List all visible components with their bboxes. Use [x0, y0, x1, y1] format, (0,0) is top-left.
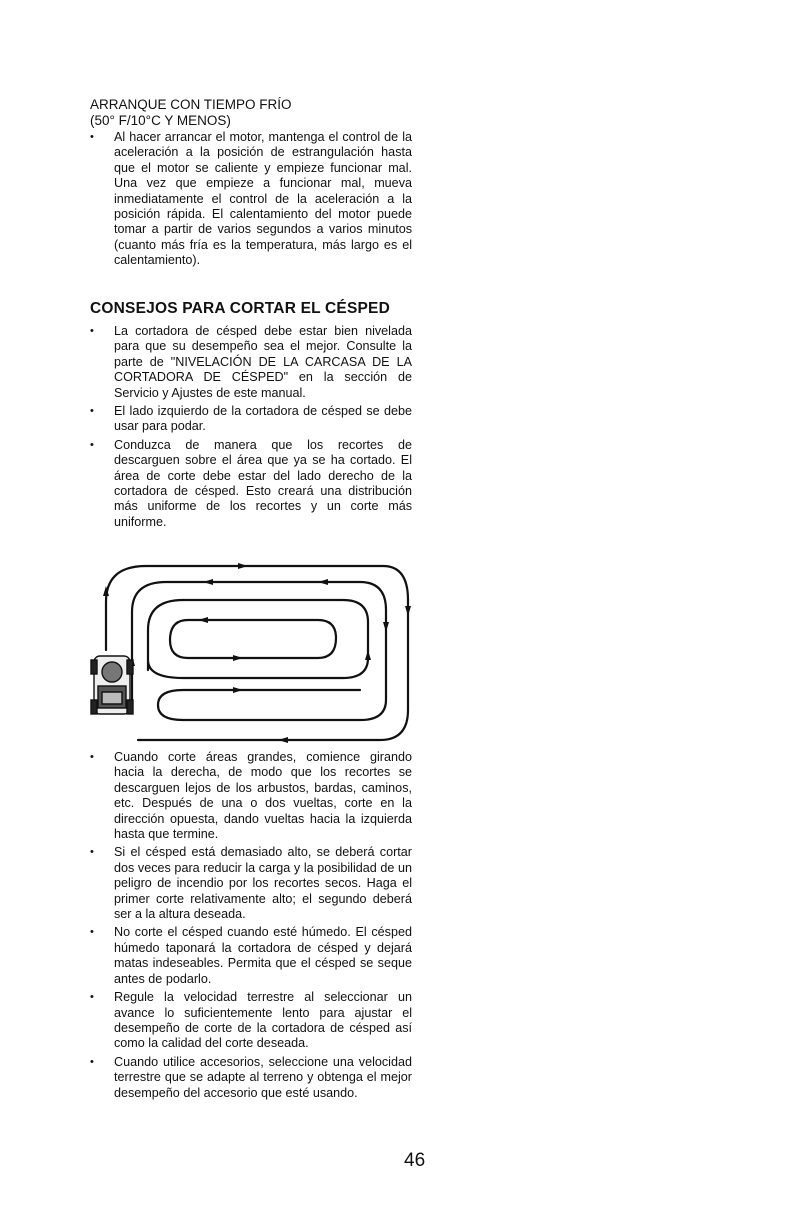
list-item [90, 130, 412, 269]
arrow-left-icon [278, 737, 288, 743]
list-item-text: Al hacer arrancar el motor, mantenga el control de la aceleración a la posición de estrangulación hasta que el motor se caliente y empieze funcionar mal. Una vez que empieze a funcionar mal, mueva inmediatamente el control de la aceleración a la posición rápida. El calentamiento del motor puede tomar a partir de varios segundos a varios minutos (cuanto más fría es la temperatura, más largo es el calentamiento). [114, 130, 412, 268]
section-heading: CONSEJOS PARA CORTAR EL CÉSPED [90, 300, 390, 317]
arrow-down-icon [405, 606, 411, 616]
list-item-text: Si el césped está demasiado alto, se deberá cortar dos veces para reducir la carga y la posibilidad de un peligro de incendio por los recortes secos. Haga el primer corte relativamente alto; el segundo deberá ser a la altura deseada. [114, 845, 412, 922]
list-item-text: La cortadora de césped debe estar bien nivelada para que su desempeño sea el mejor. Consulte la parte de "NIVELACIÓN DE LA CARCASA DE LA CORTADORA DE CÉSPED" en la sección de Servicio y Ajustes de este manual. [114, 324, 412, 400]
bullet-icon: • [90, 1055, 94, 1068]
list-item-text: Cuando corte áreas grandes, comience girando hacia la derecha, de modo que los recortes se descarguen lejos de los arbustos, bardas, caminos, etc. Después de una o dos vueltas, corte en la dirección opuesta, dando vueltas hacia la izquierda hasta que termine. [114, 750, 412, 842]
cold-weather-title-line1: ARRANQUE CON TIEMPO FRÍO [90, 97, 292, 112]
bullet-icon: • [90, 325, 94, 337]
bullet-icon: • [90, 846, 94, 859]
arrow-up-icon [365, 650, 371, 660]
list-item [90, 1055, 412, 1101]
bullet-icon: • [90, 926, 94, 939]
list-item-text: Conduzca de manera que los recortes de descarguen sobre el área que ya se ha cortado. El área de corte debe estar del lado derecho de la cortadora de césped. Esto creará una distribución más uniforme de los recortes y un corte más uniforme. [114, 437, 412, 529]
arrow-down-icon [383, 622, 389, 632]
list-item [90, 925, 412, 987]
mowing-tips-list-bottom [90, 750, 412, 1104]
arrow-left-icon [318, 579, 328, 585]
mowing-pattern-diagram [88, 560, 420, 748]
bullet-icon: • [90, 751, 94, 763]
arrow-right-icon [233, 687, 243, 693]
mowing-path-outer [106, 566, 408, 740]
cold-weather-title [90, 97, 412, 129]
list-item-text: Cuando utilice accesorios, seleccione una velocidad terrestre que se adapte al terreno y obtenga el mejor desempeño del accesorio que esté usando. [114, 1054, 412, 1100]
arrow-right-icon [238, 563, 248, 569]
bullet-icon: • [90, 405, 94, 418]
list-item-text: El lado izquierdo de la cortadora de césped se debe usar para podar. [114, 404, 412, 434]
cold-weather-title-line2: (50° F/10°C Y MENOS) [90, 113, 231, 128]
bullet-icon: • [90, 991, 94, 1004]
list-item [90, 990, 412, 1052]
list-item [90, 750, 412, 842]
list-item [90, 324, 412, 401]
arrow-left-icon [198, 617, 208, 623]
riding-mower-icon [91, 656, 133, 714]
list-item-text: Regule la velocidad terrestre al seleccionar un avance lo suficientemente lento para ajustar el desempeño de corte de la cortadora de césped así como la calidad del corte deseada. [114, 990, 412, 1051]
mowing-path-inner [170, 620, 336, 658]
list-item-text: No corte el césped cuando esté húmedo. El césped húmedo taponará la cortadora de césped y dejará matas indeseables. Permita que el césped se seque antes de podarlo. [114, 925, 412, 986]
arrow-left-icon [203, 579, 213, 585]
list-item [90, 438, 412, 530]
cold-weather-list [90, 130, 412, 272]
mowing-path-second [132, 582, 386, 720]
arrow-right-icon [233, 655, 243, 661]
list-item [90, 404, 412, 435]
bullet-icon: • [90, 438, 94, 451]
page-number: 46 [404, 1150, 426, 1171]
mowing-tips-list-top [90, 324, 412, 533]
bullet-icon: • [90, 131, 94, 143]
list-item [90, 845, 412, 922]
